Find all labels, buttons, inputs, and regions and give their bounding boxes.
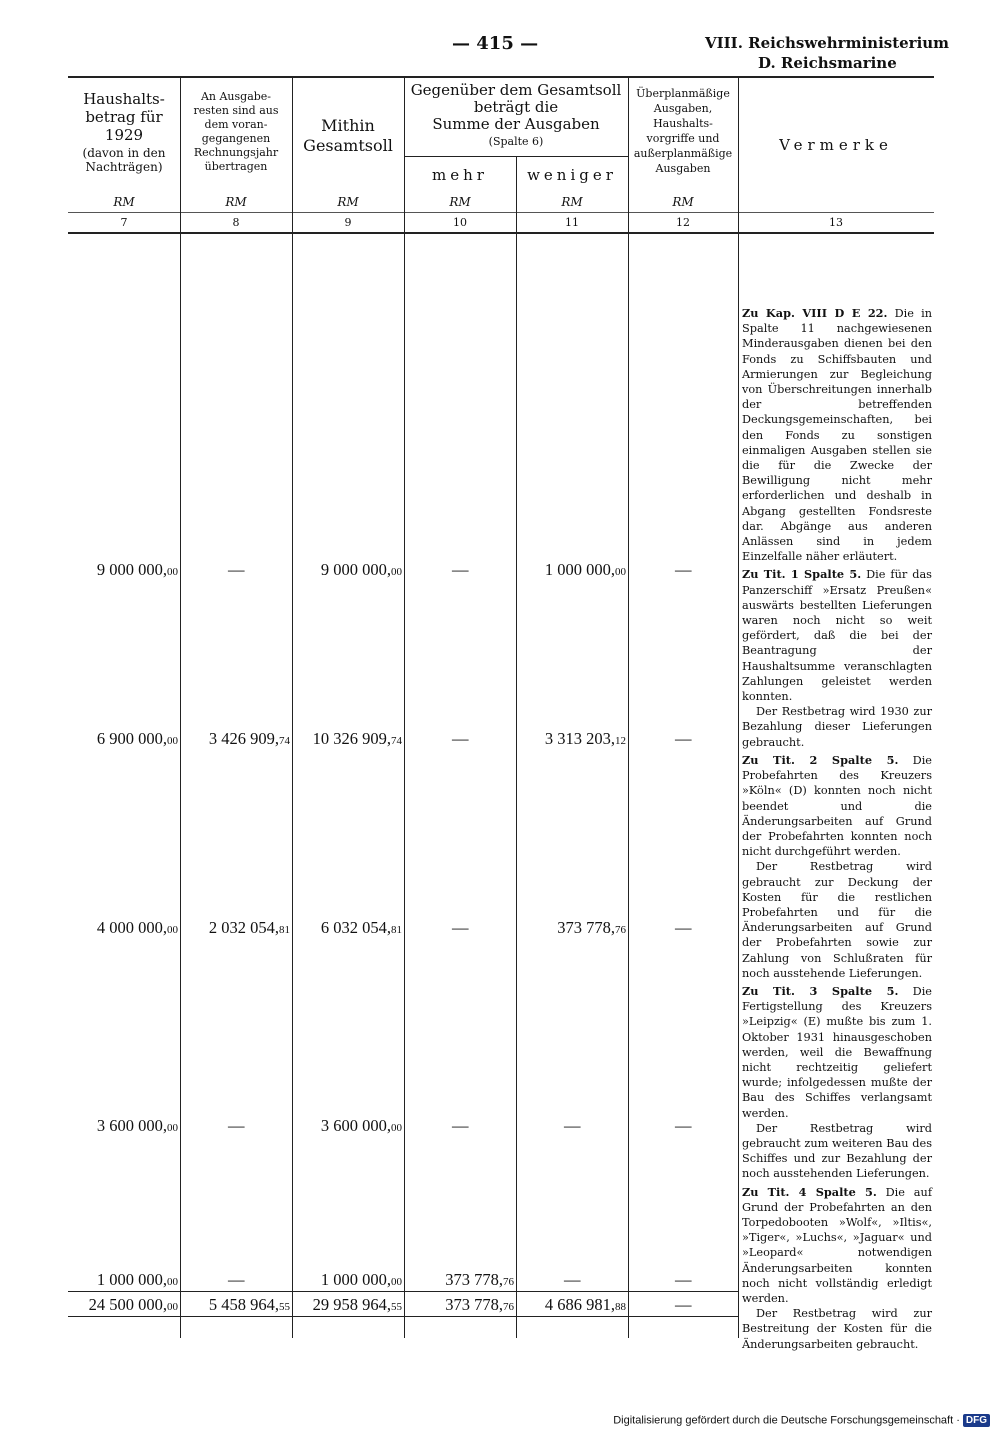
row-c11-value: 373 778,76 — [557, 918, 626, 937]
table-top-rule — [68, 76, 934, 78]
row-c10-dash: — — [452, 729, 469, 748]
col-divider — [404, 76, 405, 1338]
row-c10-dash: — — [452, 1116, 469, 1135]
col-divider — [628, 76, 629, 1338]
row-c7-value: 3 600 000,00 — [96, 1116, 178, 1135]
col9-number: 9 — [344, 216, 352, 229]
row-c11-dash: — — [564, 1116, 581, 1135]
col13-header: Vermerke — [779, 136, 893, 154]
dfg-logo: DFG — [963, 1414, 990, 1427]
col9-header: Mithin Gesamtsoll — [303, 116, 393, 155]
col9-unit: RM — [337, 195, 359, 209]
notes-column — [742, 306, 932, 1352]
section-heading: D. Reichsmarine — [758, 54, 897, 72]
row-c8-value: 3 426 909,74 — [208, 729, 290, 748]
col10-unit: RM — [449, 195, 471, 209]
col8-unit: RM — [225, 195, 247, 209]
row-c7-value: 6 900 000,00 — [96, 729, 178, 748]
total-top-rule — [68, 1291, 738, 1292]
note-tit2-rest: Der Restbetrag wird gebraucht zur Deckung der Kosten für die restlichen Probefahrten und für die Änderungsarbeiten auf Grund der Probefahrten sowie zur Zahlung von Schlußraten für noch ausstehende Lieferungen. — [742, 860, 932, 980]
col10-header: mehr — [432, 166, 488, 184]
row-c9-value: 10 326 909,74 — [312, 729, 402, 748]
row-c7-value: 4 000 000,00 — [96, 918, 178, 937]
total-c12-dash: — — [675, 1295, 692, 1314]
group-header: Gegenüber dem Gesamtsoll beträgt die Summe der Ausgaben (Spalte 6) — [410, 81, 622, 148]
row-c8-value: 2 032 054,81 — [208, 918, 290, 937]
col-divider — [180, 76, 181, 1338]
row-c12-dash: — — [675, 560, 692, 579]
row-c12-dash: — — [675, 1116, 692, 1135]
total-c9-value: 29 958 964,55 — [312, 1295, 402, 1314]
note-tit3: Zu Tit. 3 Spalte 5. Die Fertigstellung des Kreuzers »Leipzig« (E) mußte bis zum 1. Oktober 1931 hinausgeschoben werden, weil die Bewaffnung nicht rechtzeitig geliefert wurde; infolgedessen mußte der Bau des Schiffes verlangsamt werden. — [742, 983, 932, 1120]
row-c12-dash: — — [675, 1270, 692, 1289]
col12-unit: RM — [672, 195, 694, 209]
row-c11-dash: — — [564, 1270, 581, 1289]
row-c8-dash: — — [228, 1116, 245, 1135]
header-bottom-rule — [68, 232, 934, 234]
col10-number: 10 — [453, 216, 467, 229]
col7-header: Haushalts- betrag für 1929 (davon in den Nachträgen) — [82, 90, 166, 174]
col-divider — [738, 76, 739, 1338]
row-c8-dash: — — [228, 1270, 245, 1289]
row-c10-value: 373 778,76 — [445, 1270, 514, 1289]
row-c8-dash: — — [228, 560, 245, 579]
total-bottom-rule — [68, 1316, 738, 1317]
page-number: — 415 — — [452, 33, 539, 54]
row-c11-value: 3 313 203,12 — [544, 729, 626, 748]
note-tit1-rest: Der Restbetrag wird 1930 zur Bezahlung dieser Lieferungen gebraucht. — [742, 705, 932, 749]
col8-header: An Ausgabe- resten sind aus dem voran- gegangenen Rechnungsjahr übertragen — [193, 90, 279, 173]
col12-number: 12 — [676, 216, 690, 229]
col13-number: 13 — [829, 216, 843, 229]
note-tit3-rest: Der Restbetrag wird gebraucht zum weiteren Bau des Schiffes und zur Bezahlung der noch ausstehenden Lieferungen. — [742, 1121, 932, 1181]
col11-unit: RM — [561, 195, 583, 209]
col7-unit: RM — [113, 195, 135, 209]
note-kap: Zu Kap. VIII D E 22. Die in Spalte 11 nachgewiesenen Minderausgaben dienen bei den Fonds zu Schiffsbauten und Armierungen zur Begleichung von Überschreitungen innerhalb der betreffenden Deckungsgemeinschaften, bei den Fonds zu sonstigen einmaligen Ausgaben stellen sie die für die Zwecke der Bewilligung nicht mehr erforderlichen und deshalb in Abgang gestellten Fondsreste dar. Abgänge aus anderen Anlässen sind in jedem Einzelfalle näher erläutert. — [742, 306, 933, 564]
row-c7-value: 9 000 000,00 — [96, 560, 178, 579]
row-c7-value: 1 000 000,00 — [96, 1270, 178, 1289]
total-c11-value: 4 686 981,88 — [544, 1295, 626, 1314]
row-c9-value: 1 000 000,00 — [320, 1270, 402, 1289]
note-tit2: Zu Tit. 2 Spalte 5. Die Probefahrten des Kreuzers »Köln« (D) konnten noch nicht beendet und die Änderungsarbeiten auf Grund der Probefahrten konnten noch nicht durchgeführt werden. — [742, 752, 932, 859]
note-tit4: Zu Tit. 4 Spalte 5. Die auf Grund der Probefahrten an den Torpedobooten »Wolf«, »Iltis«, »Tiger«, »Luchs«, »Jaguar« und »Leopard« notwendigen Änderungsarbeiten konnten noch nicht vollständig erledigt werden. — [742, 1184, 932, 1305]
total-c8-value: 5 458 964,55 — [208, 1295, 290, 1314]
col11-header: weniger — [527, 166, 617, 184]
row-c9-value: 3 600 000,00 — [320, 1116, 402, 1135]
row-c9-value: 6 032 054,81 — [320, 918, 402, 937]
col7-number: 7 — [120, 216, 128, 229]
note-tit1: Zu Tit. 1 Spalte 5. Die für das Panzerschiff »Ersatz Preußen« auswärts bestellten Lieferungen waren noch nicht so weit gefördert, daß die bei der Beantragung der Haushaltsumme veranschlagten Zahlungen geleistet werden konnten. — [742, 567, 932, 704]
col12-header: Überplanmäßige Ausgaben, Haushalts- vorgriffe und außerplanmäßige Ausgaben — [633, 87, 733, 175]
note-tit4-rest: Der Restbetrag wird zur Bestreitung der Kosten für die Änderungsarbeiten gebraucht. — [742, 1307, 932, 1351]
row-c12-dash: — — [675, 729, 692, 748]
total-c10-value: 373 778,76 — [445, 1295, 514, 1314]
row-c12-dash: — — [675, 918, 692, 937]
digitization-footer: Digitalisierung gefördert durch die Deutsche Forschungsgemeinschaft · DFG — [613, 1414, 990, 1427]
ministry-heading: VIII. Reichswehrministerium — [705, 34, 950, 52]
total-c7-value: 24 500 000,00 — [88, 1295, 178, 1314]
row-c10-dash: — — [452, 560, 469, 579]
col-divider — [292, 76, 293, 1338]
row-c10-dash: — — [452, 918, 469, 937]
col-divider — [516, 156, 517, 1338]
col8-number: 8 — [232, 216, 240, 229]
unit-rule — [68, 212, 934, 213]
row-c11-value: 1 000 000,00 — [544, 560, 626, 579]
col11-number: 11 — [565, 216, 579, 229]
row-c9-value: 9 000 000,00 — [320, 560, 402, 579]
